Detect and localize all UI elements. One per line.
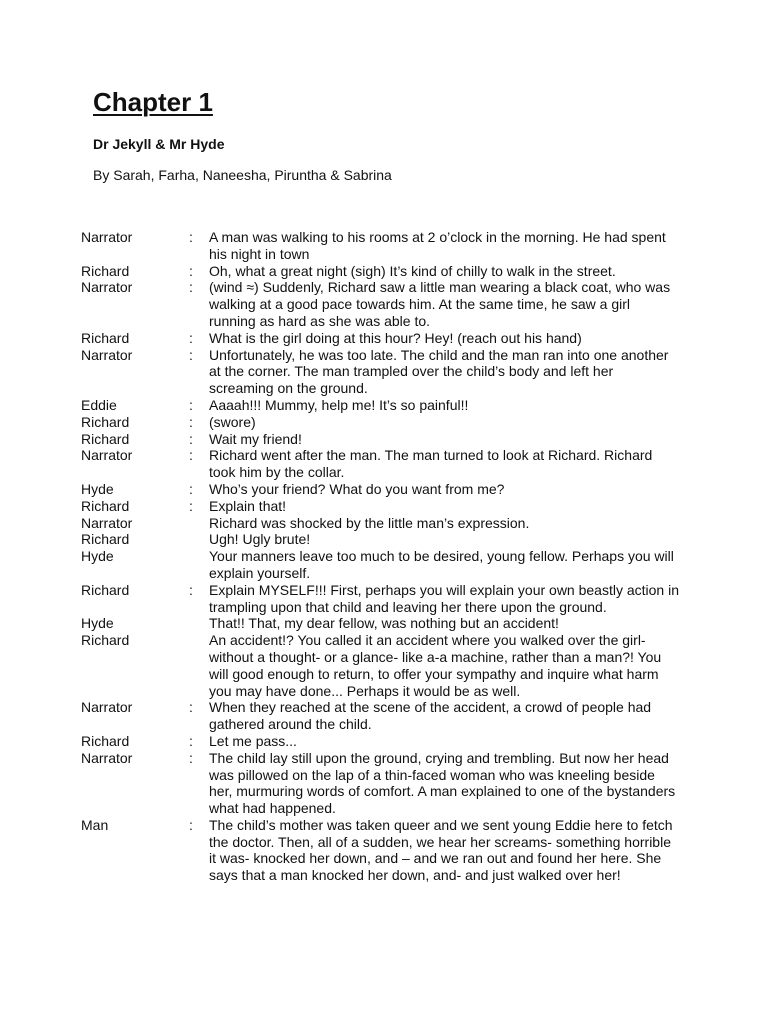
- play-title: Dr Jekyll & Mr Hyde: [93, 136, 225, 152]
- speaker-name: Richard: [81, 413, 130, 430]
- speaker-name: Richard: [81, 430, 130, 447]
- speaker-name: Richard: [81, 329, 130, 346]
- dialogue-text: (swore): [209, 413, 256, 430]
- script-line: [81, 515, 681, 532]
- script-line: [81, 632, 681, 699]
- speaker-name: Richard: [81, 632, 130, 649]
- speaker-separator: :: [189, 749, 193, 766]
- speaker-name: Richard: [81, 262, 130, 279]
- speaker-separator: :: [189, 447, 193, 464]
- speaker-separator: :: [189, 581, 193, 598]
- speaker-name: Narrator: [81, 749, 133, 766]
- script-line: [81, 347, 681, 397]
- speaker-name: Richard: [81, 581, 130, 598]
- speaker-name: Richard: [81, 531, 130, 548]
- script-body: [81, 229, 681, 884]
- script-line: [81, 817, 681, 884]
- script-line: [81, 615, 681, 632]
- dialogue-text: Richard went after the man. The man turned to look at Richard. Richard took him by the collar.: [209, 447, 653, 481]
- dialogue-text: Let me pass...: [209, 732, 297, 749]
- dialogue-text: Ugh! Ugly brute!: [209, 531, 311, 548]
- speaker-name: Eddie: [81, 396, 117, 413]
- speaker-separator: :: [189, 396, 193, 413]
- script-line: [81, 397, 681, 414]
- script-line: [81, 750, 681, 817]
- script-line: [81, 481, 681, 498]
- speaker-separator: :: [189, 816, 193, 833]
- dialogue-text: Who’s your friend? What do you want from me?: [209, 480, 505, 497]
- speaker-name: Hyde: [81, 480, 114, 497]
- dialogue-text: Your manners leave too much to be desired, young fellow. Perhaps you will explain yourself.: [209, 548, 674, 581]
- authors-line: By Sarah, Farha, Naneesha, Piruntha & Sabrina: [93, 167, 392, 183]
- speaker-separator: :: [189, 279, 193, 296]
- dialogue-text: Explain that!: [209, 497, 287, 514]
- speaker-name: Hyde: [81, 548, 114, 565]
- speaker-separator: :: [189, 480, 193, 497]
- script-line: [81, 548, 681, 582]
- dialogue-text: That!! That, my dear fellow, was nothing but an accident!: [209, 615, 559, 632]
- dialogue-text: Richard was shocked by the little man’s expression.: [209, 514, 530, 531]
- speaker-name: Hyde: [81, 615, 114, 632]
- dialogue-text: Explain MYSELF!!! First, perhaps you will explain your own beastly action in trampling upon that child and leaving her there upon the ground.: [209, 581, 679, 615]
- speaker-separator: :: [189, 229, 193, 245]
- script-line: [81, 330, 681, 347]
- speaker-name: Narrator: [81, 514, 133, 531]
- script-line: [81, 733, 681, 750]
- speaker-separator: :: [189, 430, 193, 447]
- dialogue-text: A man was walking to his rooms at 2 o’clock in the morning. He had spent his night in town: [209, 229, 666, 262]
- dialogue-text: The child’s mother was taken queer and we sent young Eddie here to fetch the doctor. Then, all of a sudden, we hear her screams- something horrible it was- knocked her down, and – and we ran out and found her here. She says that a man knocked her down, and- and just walked over her!: [209, 816, 673, 884]
- speaker-name: Narrator: [81, 447, 133, 464]
- script-line: [81, 279, 681, 329]
- dialogue-text: (wind ≈) Suddenly, Richard saw a little man wearing a black coat, who was walking at a good pace towards him. At the same time, he saw a girl running as hard as she was able to.: [209, 279, 671, 329]
- dialogue-text: Unfortunately, he was too late. The child and the man ran into one another at the corner. The man trampled over the child’s body and left her screaming on the ground.: [209, 346, 669, 397]
- dialogue-text: Aaaah!!! Mummy, help me! It’s so painful!!: [209, 396, 469, 413]
- script-line: [81, 498, 681, 515]
- dialogue-text: When they reached at the scene of the accident, a crowd of people had gathered around the child.: [209, 699, 652, 733]
- script-line: [81, 263, 681, 280]
- script-line: [81, 431, 681, 448]
- speaker-name: Richard: [81, 497, 130, 514]
- speaker-name: Narrator: [81, 279, 133, 296]
- speaker-separator: :: [189, 732, 193, 749]
- chapter-title: Chapter 1: [93, 87, 213, 117]
- script-line: [81, 582, 681, 616]
- script-line: [81, 229, 681, 263]
- dialogue-text: Wait my friend!: [209, 430, 302, 447]
- script-line: [81, 531, 681, 548]
- speaker-separator: :: [189, 329, 193, 346]
- speaker-separator: :: [189, 413, 193, 430]
- speaker-separator: :: [189, 699, 193, 716]
- speaker-separator: :: [189, 262, 193, 279]
- script-line: [81, 699, 681, 733]
- dialogue-text: An accident!? You called it an accident where you walked over the girl- without a thought- or a glance- like a-a machine, rather than a man?! You will good enough to return, to offer your sympathy and inquire what harm you may have done... Perhaps it would be as well.: [209, 632, 662, 699]
- dialogue-text: Oh, what a great night (sigh) It’s kind of chilly to walk in the street.: [209, 262, 616, 279]
- script-line: [81, 414, 681, 431]
- speaker-separator: :: [189, 346, 193, 363]
- dialogue-text: The child lay still upon the ground, crying and trembling. But now her head was pillowed on the lap of a thin-faced woman who was kneeling beside her, murmuring words of comfort. A man explained to one of the bystanders what had happened.: [209, 749, 676, 817]
- speaker-name: Man: [81, 816, 109, 833]
- dialogue-text: What is the girl doing at this hour? Hey! (reach out his hand): [209, 329, 582, 346]
- speaker-name: Richard: [81, 732, 130, 749]
- speaker-separator: :: [189, 497, 193, 514]
- speaker-name: Narrator: [81, 229, 133, 245]
- speaker-name: Narrator: [81, 346, 133, 363]
- speaker-name: Narrator: [81, 699, 133, 716]
- script-line: [81, 447, 681, 481]
